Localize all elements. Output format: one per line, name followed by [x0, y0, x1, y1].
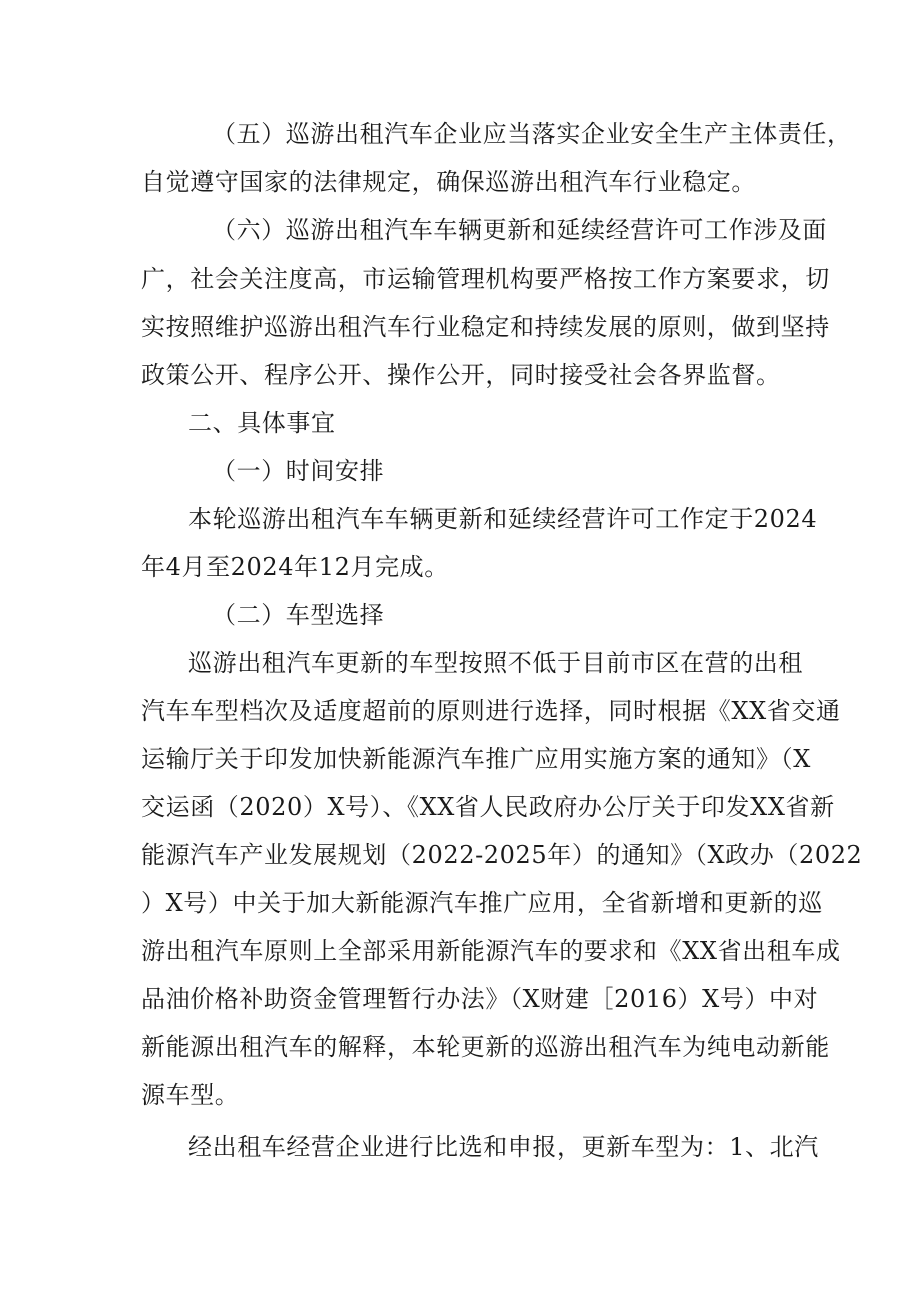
paragraph-line: 自觉遵守国家的法律规定，确保巡游出租汽车行业稳定。 [141, 168, 756, 196]
paragraph-line: （五）巡游出租汽车企业应当落实企业安全生产主体责任， [212, 120, 852, 148]
paragraph-line: 游出租汽车原则上全部采用新能源汽车的要求和《XX省出租车成 [141, 937, 841, 965]
paragraph-line: 实按照维护巡游出租汽车行业稳定和持续发展的原则，做到坚持 [141, 313, 830, 341]
paragraph-line: 新能源出租汽车的解释，本轮更新的巡游出租汽车为纯电动新能 [141, 1033, 830, 1061]
paragraph-line: 能源汽车产业发展规划（2022-2025年）的通知》（X政办（2022 [141, 841, 863, 869]
paragraph-line: 品油价格补助资金管理暂行办法》（X财建［2016）X号）中对 [141, 985, 819, 1013]
subsection-heading: （二）车型选择 [212, 601, 385, 629]
section-heading: 二、具体事宜 [188, 409, 336, 437]
paragraph-line: ）X号）中关于加大新能源汽车推广应用，全省新增和更新的巡 [141, 889, 823, 917]
paragraph-line: （六）巡游出租汽车车辆更新和延续经营许可工作涉及面 [212, 216, 827, 244]
paragraph-line: 运输厅关于印发加快新能源汽车推广应用实施方案的通知》（X [141, 745, 811, 773]
paragraph-line: 交运函（2020）X号）、《XX省人民政府办公厅关于印发XX省新 [141, 793, 835, 821]
paragraph-line: 年4月至2024年12月完成。 [141, 553, 449, 581]
paragraph-line: 汽车车型档次及适度超前的原则进行选择，同时根据《XX省交通 [141, 697, 841, 725]
subsection-heading: （一）时间安排 [212, 457, 385, 485]
paragraph-line: 经出租车经营企业进行比选和申报，更新车型为：1、北汽 [188, 1133, 819, 1161]
paragraph-line: 政策公开、程序公开、操作公开，同时接受社会各界监督。 [141, 361, 781, 389]
paragraph-line: 本轮巡游出租汽车车辆更新和延续经营许可工作定于2024 [188, 505, 818, 533]
paragraph-line: 源车型。 [141, 1081, 240, 1109]
paragraph-line: 广，社会关注度高，市运输管理机构要严格按工作方案要求，切 [141, 265, 830, 293]
paragraph-line: 巡游出租汽车更新的车型按照不低于目前市区在营的出租 [188, 649, 803, 677]
